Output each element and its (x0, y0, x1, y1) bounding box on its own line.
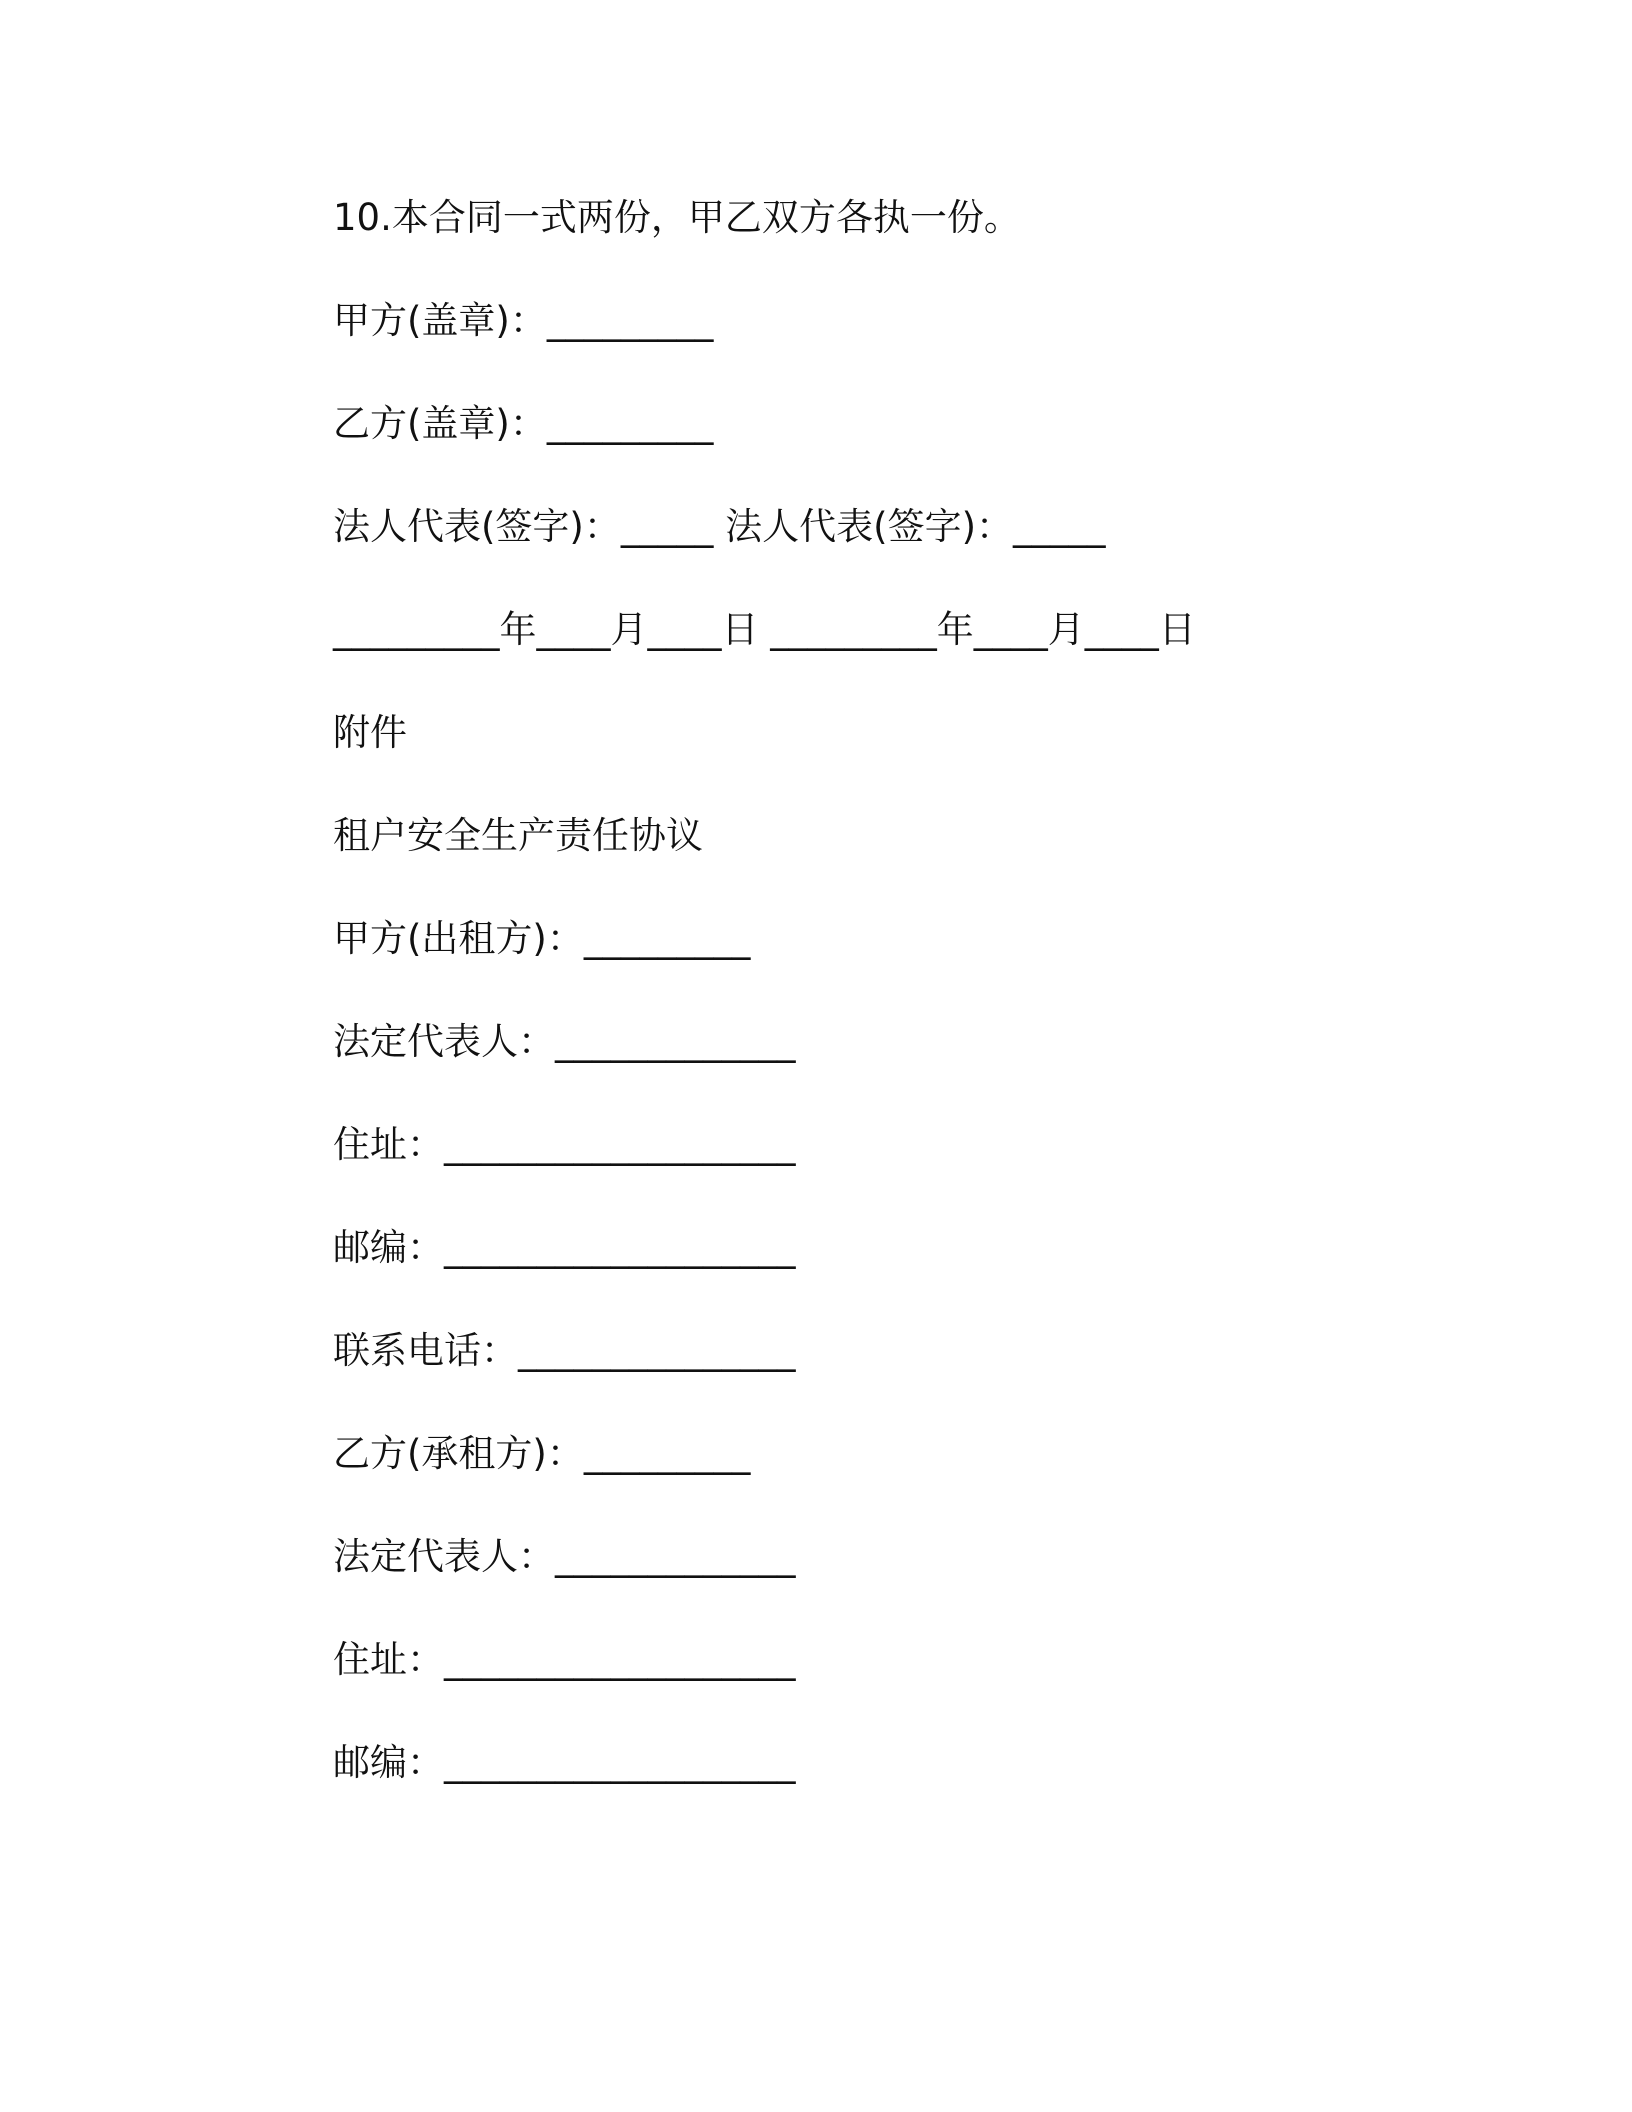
lessor-address-field: 住址：___________________ (333, 1123, 796, 1166)
lessor-phone-field: 联系电话：_______________ (333, 1329, 796, 1372)
signing-dates: _________年____月____日 _________年____月____日 (333, 608, 1196, 651)
lessee-address-field: 住址：___________________ (333, 1638, 796, 1681)
lessor-field: 甲方(出租方)：_________ (333, 917, 751, 960)
attachment-title: 租户安全生产责任协议 (333, 814, 703, 857)
attachment-heading: 附件 (333, 711, 407, 754)
lessee-field: 乙方(承租方)：_________ (333, 1432, 751, 1475)
lessor-postcode-field: 邮编：___________________ (333, 1226, 796, 1269)
lessee-postcode-field: 邮编：___________________ (333, 1741, 796, 1784)
clause-10-copies: 10.本合同一式两份，甲乙双方各执一份。 (333, 196, 1021, 239)
party-b-seal-field: 乙方(盖章)：_________ (333, 402, 714, 445)
lessee-legal-representative-field: 法定代表人：_____________ (333, 1535, 796, 1578)
lessor-legal-representative-field: 法定代表人：_____________ (333, 1020, 796, 1063)
party-a-seal-field: 甲方(盖章)：_________ (333, 299, 714, 342)
legal-representative-signatures: 法人代表(签字)：_____ 法人代表(签字)：_____ (333, 505, 1106, 548)
